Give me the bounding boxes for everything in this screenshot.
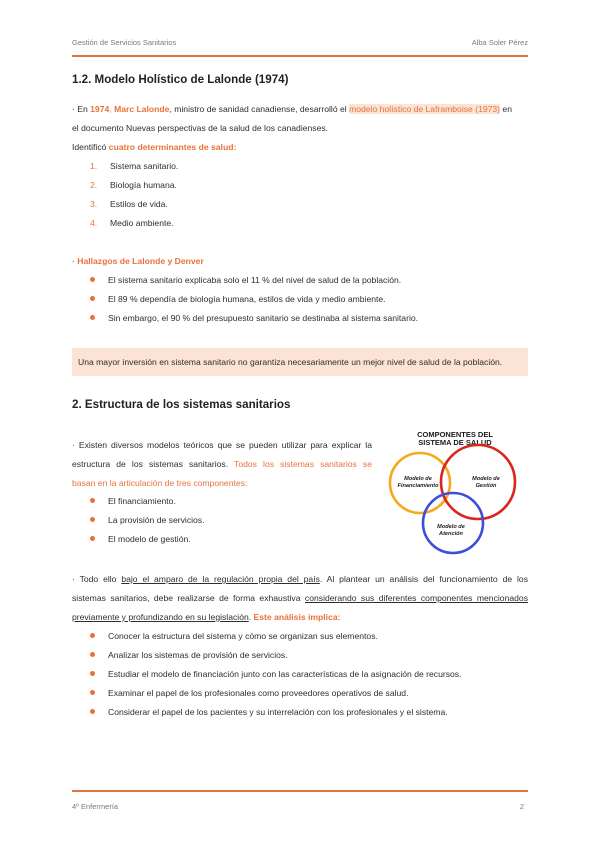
determinants-bold: cuatro determinantes de salud: <box>108 142 237 152</box>
intro-year: 1974 <box>90 104 110 114</box>
circle-label-gestion-l2: Gestión <box>475 483 497 489</box>
section2-para1-line2: estructura de los sistemas sanitarios. Todos los sistemas sanitarios se <box>72 459 372 469</box>
intro-name: Marc Lalonde <box>114 104 170 114</box>
list-item: El sistema sanitario explicaba solo el 11 % del nivel de salud de la población. <box>90 271 418 290</box>
footer-left: 4º Enfermería <box>72 802 119 811</box>
header-rule <box>72 55 528 57</box>
bullet-icon <box>90 498 95 503</box>
list-item: Analizar los sistemas de provisión de servicios. <box>90 646 462 665</box>
implies-list <box>90 627 462 722</box>
section2-para2-line3: previamente y profundizando en su legislación. Este análisis implica: <box>72 612 341 622</box>
section2-para1-line1: · Existen diversos modelos teóricos que se pueden utilizar para explicar la <box>72 440 372 450</box>
section2-para2-line1: · Todo ello bajo el amparo de la regulación propia del país. Al plantear un análisis del funcionamiento de los <box>72 574 528 584</box>
footer-rule <box>72 790 528 792</box>
header-right: Alba Soler Pérez <box>471 38 528 47</box>
callout-text: Una mayor inversión en sistema sanitario no garantiza necesariamente un mejor nivel de salud de la población. <box>78 357 503 367</box>
section1-title: 1.2. Modelo Holístico de Lalonde (1974) <box>72 73 289 86</box>
circle-label-atencion-l2: Atención <box>439 531 463 537</box>
list-item: El 89 % dependía de biología humana, estilos de vida y medio ambiente. <box>90 290 418 309</box>
diagram-title-line1: COMPONENTES DEL <box>417 430 493 439</box>
list-item: 4. Medio ambiente. <box>90 218 174 228</box>
intro-model-highlight: modelo holístico de Laframboise (1973) <box>349 104 501 114</box>
determinants-intro: Identificó <box>72 142 109 152</box>
list-item: Estudiar el modelo de financiación junto con las características de la asignación de recursos. <box>90 665 462 684</box>
list-item: El financiamiento. <box>90 492 205 511</box>
components-venn-diagram <box>380 420 530 560</box>
list-item: Conocer la estructura del sistema y cómo se organizan sus elementos. <box>90 627 462 646</box>
bullet-icon <box>90 315 95 320</box>
list-item: La provisión de servicios. <box>90 511 205 530</box>
bullet-icon <box>90 709 95 714</box>
findings-title: · Hallazgos de Lalonde y Denver <box>72 256 204 266</box>
bullet-icon <box>90 671 95 676</box>
bullet-icon <box>90 296 95 301</box>
section2-para2-line2: sistemas sanitarios, debe realizarse de forma exhaustiva considerando sus diferentes componentes mencionados <box>72 593 528 603</box>
bullet-icon <box>90 536 95 541</box>
circle-label-financiamiento-l1: Modelo de <box>404 476 432 482</box>
diagram-title-line2: SISTEMA DE SALUD <box>418 438 492 447</box>
intro-line2: el documento Nuevas perspectivas de la salud de los canadienses. <box>72 123 329 133</box>
bullet-icon <box>90 652 95 657</box>
components-list <box>90 492 205 549</box>
list-item: 3. Estilos de vida. <box>90 199 168 209</box>
section2-title: 2. Estructura de los sistemas sanitarios <box>72 398 291 411</box>
list-item: 1. Sistema sanitario. <box>90 161 179 171</box>
list-item: Examinar el papel de los profesionales como proveedores operativos de salud. <box>90 684 462 703</box>
bullet-icon <box>90 633 95 638</box>
bullet-icon <box>90 277 95 282</box>
circle-label-financiamiento-l2: Financiamiento <box>397 483 439 489</box>
bullet-icon <box>90 517 95 522</box>
list-item: Considerar el papel de los pacientes y su interrelación con los profesionales y el sistema. <box>90 703 462 722</box>
determinants-list <box>90 157 178 233</box>
circle-atencion <box>423 493 483 553</box>
bullet-icon <box>90 690 95 695</box>
page-number: 2 <box>519 802 524 811</box>
list-item: El modelo de gestión. <box>90 530 205 549</box>
list-item: Sin embargo, el 90 % del presupuesto sanitario se destinaba al sistema sanitario. <box>90 309 418 328</box>
findings-list <box>90 271 418 328</box>
section2-para1-line3: basan en la articulación de tres componentes: <box>72 478 248 488</box>
circle-label-atencion-l1: Modelo de <box>437 524 465 530</box>
callout-box <box>72 348 528 376</box>
list-item: 2. Biología humana. <box>90 180 177 190</box>
header-left: Gestión de Servicios Sanitarios <box>72 38 177 47</box>
circle-label-gestion-l1: Modelo de <box>472 476 500 482</box>
section1-intro: · En 1974, Marc Lalonde, ministro de sanidad canadiense, desarrolló el modelo holístico de Laframboise (1973) en el documento Nuevas perspectivas de la salud de los canadienses. Identificó cuatro determinantes de salud: <box>72 104 512 152</box>
